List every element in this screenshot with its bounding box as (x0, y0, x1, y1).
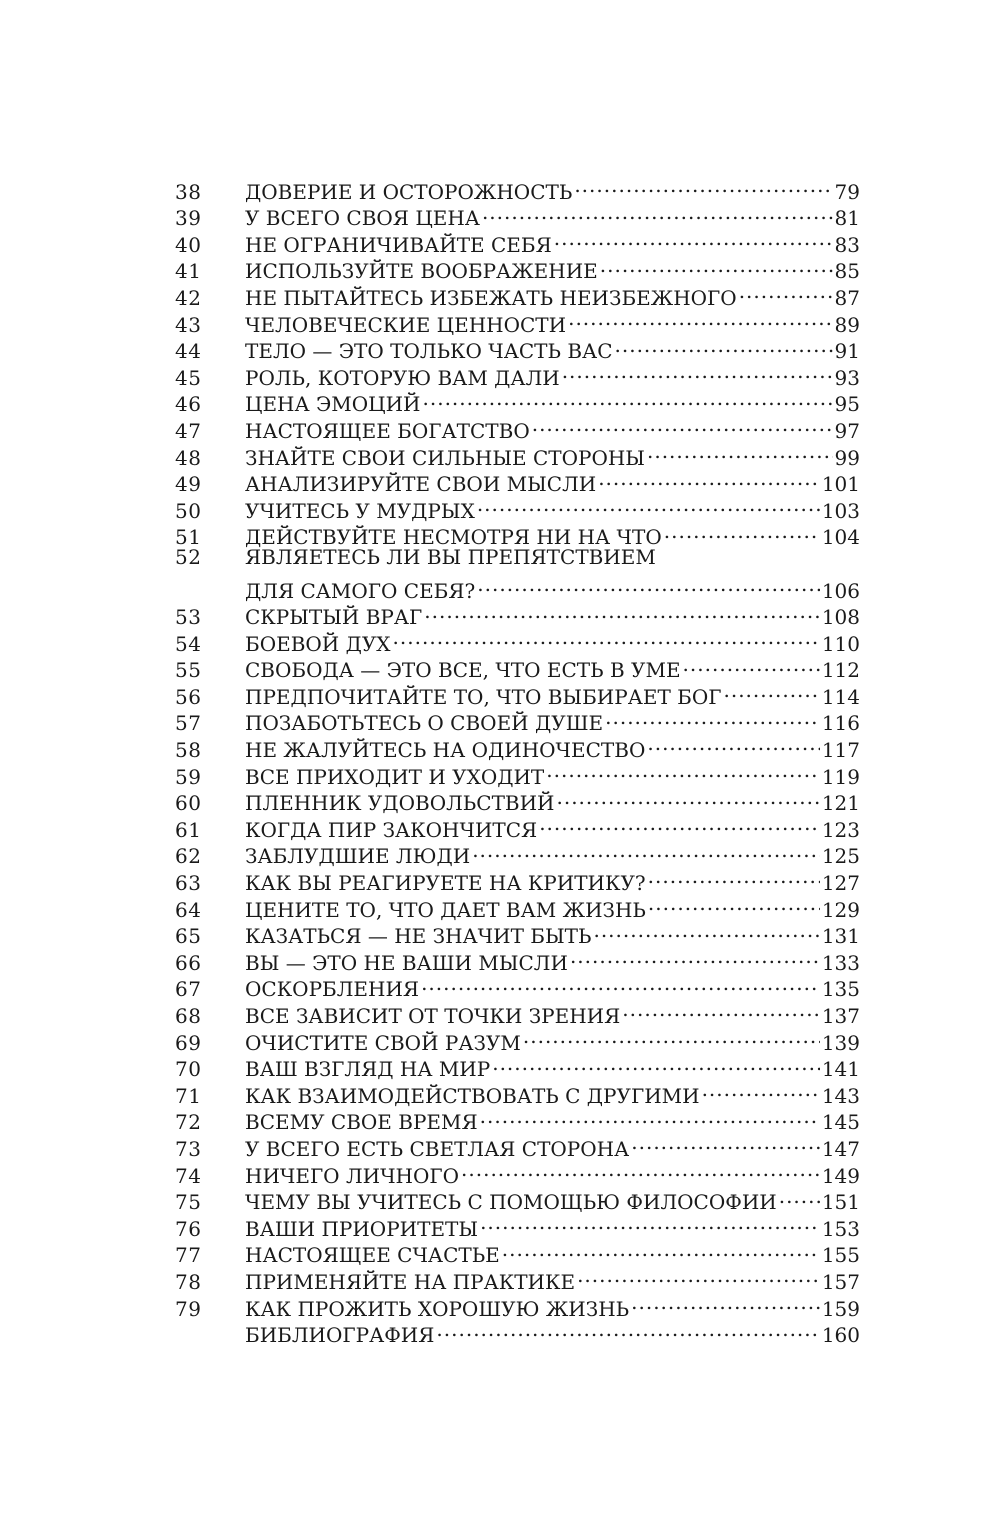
toc-entry-title: ДЕЙСТВУЙТЕ НЕСМОТРЯ НИ НА ЧТО (245, 525, 662, 550)
toc-entry (175, 544, 860, 571)
toc-entry-number: 45 (175, 365, 202, 390)
toc-entry-number: 68 (175, 1004, 202, 1028)
toc-entry-title: НАСТОЯЩЕЕ БОГАТСТВО (245, 418, 530, 443)
toc-entry-continuation (175, 571, 860, 603)
toc-entry-page: 145 (821, 1110, 860, 1135)
toc-entry-page: 131 (821, 924, 860, 949)
toc-entry-number: 59 (175, 764, 202, 789)
dot-leader (556, 784, 819, 811)
toc-entry-title: ВСЕ ЗАВИСИТ ОТ ТОЧКИ ЗРЕНИЯ (245, 1004, 621, 1028)
toc-entry-page: 147 (821, 1136, 860, 1161)
toc-entry-number: 72 (175, 1110, 202, 1135)
toc-entry-number: 69 (175, 1030, 202, 1055)
toc-entry-title-continuation: ДЛЯ САМОГО СЕБЯ? (245, 578, 476, 603)
toc-entry-page: 93 (834, 365, 860, 390)
dot-leader (546, 757, 820, 784)
toc-entry-number: 71 (175, 1083, 202, 1108)
toc-entry-title: ВСЕМУ СВОЕ ВРЕМЯ (245, 1110, 478, 1135)
toc-entry-page: 114 (821, 684, 860, 709)
dot-leader (421, 970, 820, 997)
toc-entry-page: 123 (821, 817, 860, 842)
toc-entry-number: 42 (175, 285, 202, 310)
toc-entry-page: 116 (821, 711, 860, 736)
toc-entry-page: 104 (821, 525, 860, 550)
dot-leader (779, 1183, 820, 1210)
toc-entry-number: 55 (175, 658, 202, 683)
dot-leader (593, 917, 819, 944)
dot-leader (568, 305, 832, 332)
dot-leader (631, 1289, 820, 1316)
toc-entry-number: 61 (175, 817, 202, 842)
toc-entry-page: 110 (821, 631, 860, 656)
dot-leader (577, 1262, 820, 1289)
dot-leader (532, 411, 833, 438)
toc-entry-title: УЧИТЕСЬ У МУДРЫХ (245, 498, 475, 523)
toc-entry-title: ПЛЕННИК УДОВОЛЬСТВИЙ (245, 791, 555, 816)
toc-entry-number: 43 (175, 312, 202, 337)
toc-entry-page: 97 (834, 418, 860, 443)
dot-leader (605, 704, 820, 731)
toc-entry-title: БОЕВОЙ ДУХ (245, 631, 391, 656)
dot-leader (570, 943, 820, 970)
toc-entry-page: 119 (821, 764, 860, 789)
toc-entry-page: 121 (821, 791, 860, 816)
dot-leader (598, 465, 820, 492)
toc-entry-title: НЕ ЖАЛУЙТЕСЬ НА ОДИНОЧЕСТВО (245, 738, 646, 763)
toc-entry-number: 60 (175, 791, 202, 816)
toc-entry-number: 47 (175, 418, 202, 443)
toc-entry-title: ВЫ — ЭТО НЕ ВАШИ МЫСЛИ (245, 950, 568, 975)
toc-entry-page: 153 (821, 1216, 860, 1241)
toc-entry-page: 155 (821, 1243, 860, 1268)
dot-leader (739, 278, 833, 305)
toc-entry-page: 159 (821, 1296, 860, 1321)
toc-entry-number: 44 (175, 339, 202, 364)
toc-entry-number: 63 (175, 871, 202, 896)
toc-entry-title: ВАШ ВЗГЛЯД НА МИР (245, 1057, 491, 1082)
toc-entry-title: НИЧЕГО ЛИЧНОГО (245, 1163, 460, 1188)
dot-leader (615, 332, 833, 359)
toc-entry-title: КАК ВЗАИМОДЕЙСТВОВАТЬ С ДРУГИМИ (245, 1083, 700, 1108)
toc-entry-page: 141 (821, 1057, 860, 1082)
toc-entry-page: 106 (821, 578, 860, 603)
dot-leader (723, 677, 819, 704)
dot-leader (482, 199, 833, 226)
toc-entry-number: 77 (175, 1243, 202, 1268)
toc-entry-page: 151 (821, 1190, 860, 1215)
dot-leader (648, 890, 820, 917)
toc-entry-number: 41 (175, 259, 202, 284)
toc-entry-page: 125 (821, 844, 860, 869)
dot-leader (472, 837, 820, 864)
dot-leader (631, 1129, 820, 1156)
toc-entry-title: ОЧИСТИТЕ СВОЙ РАЗУМ (245, 1030, 521, 1055)
toc-entry-number: 39 (175, 206, 202, 231)
dot-leader (436, 1316, 819, 1343)
dot-leader (648, 863, 820, 890)
dot-leader (600, 252, 833, 279)
toc-entry-number: 46 (175, 392, 202, 417)
toc-entry (175, 172, 860, 204)
toc-entry-number: 70 (175, 1057, 202, 1082)
toc-entry-number: 73 (175, 1136, 202, 1161)
toc-entry-number: 78 (175, 1269, 202, 1294)
toc-entry-title: ВАШИ ПРИОРИТЕТЫ (245, 1216, 479, 1241)
toc-entry-number: 38 (175, 179, 202, 204)
toc-entry-title: СКРЫТЫЙ ВРАГ (245, 605, 423, 630)
toc-entry-number: 48 (175, 445, 202, 470)
toc-entry-page: 91 (834, 339, 860, 364)
dot-leader (554, 225, 833, 252)
dot-leader (502, 1236, 820, 1263)
toc-entry-page: 135 (821, 977, 860, 1002)
toc-entry-page: 81 (834, 206, 860, 231)
toc-entry-number: 79 (175, 1296, 202, 1321)
toc-entry-page: 129 (821, 897, 860, 922)
toc-entry-number: 51 (175, 525, 202, 550)
toc-entry-title: У ВСЕГО ЕСТЬ СВЕТЛАЯ СТОРОНА (245, 1136, 630, 1161)
toc-entry-number: 74 (175, 1163, 202, 1188)
dot-leader (539, 810, 820, 837)
toc-entry-title: БИБЛИОГРАФИЯ (245, 1323, 435, 1348)
toc-entry-title: ПРИМЕНЯЙТЕ НА ПРАКТИКЕ (245, 1269, 576, 1294)
dot-leader (664, 518, 820, 545)
toc-entry-title: ЧЕМУ ВЫ УЧИТЕСЬ С ПОМОЩЬЮ ФИЛОСОФИИ (245, 1190, 777, 1215)
toc-entry-number: 52 (175, 545, 202, 570)
toc-entry-title: НЕ ПЫТАЙТЕСЬ ИЗБЕЖАТЬ НЕИЗБЕЖНОГО (245, 285, 737, 310)
toc-entry-title: КАК ВЫ РЕАГИРУЕТЕ НА КРИТИКУ? (245, 871, 646, 896)
toc-entry-title: ОСКОРБЛЕНИЯ (245, 977, 420, 1002)
toc-entry-page: 112 (821, 658, 860, 683)
toc-entry-page: 127 (821, 871, 860, 896)
toc-entry-page: 85 (834, 259, 860, 284)
dot-leader (480, 1103, 820, 1130)
toc-entry-page: 79 (834, 179, 860, 204)
dot-leader (562, 358, 833, 385)
toc-entry-title: РОЛЬ, КОТОРУЮ ВАМ ДАЛИ (245, 365, 560, 390)
toc-entry-title: КАЗАТЬСЯ — НЕ ЗНАЧИТ БЫТЬ (245, 924, 592, 949)
toc-entry-title: КОГДА ПИР ЗАКОНЧИТСЯ (245, 817, 538, 842)
toc-entry-number: 50 (175, 498, 202, 523)
toc-entry-title: ЦЕНИТЕ ТО, ЧТО ДАЕТ ВАМ ЖИЗНЬ (245, 897, 646, 922)
dot-leader (424, 598, 820, 625)
toc-entry-title: АНАЛИЗИРУЙТЕ СВОИ МЫСЛИ (245, 472, 597, 497)
dot-leader (523, 1023, 820, 1050)
toc-entry-title: КАК ПРОЖИТЬ ХОРОШУЮ ЖИЗНЬ (245, 1296, 630, 1321)
dot-leader (647, 730, 819, 757)
dot-leader (480, 1209, 820, 1236)
toc-entry-title: ПРЕДПОЧИТАЙТЕ ТО, ЧТО ВЫБИРАЕТ БОГ (245, 684, 722, 709)
dot-leader (574, 172, 832, 199)
toc-entry-title: СВОБОДА — ЭТО ВСЕ, ЧТО ЕСТЬ В УМЕ (245, 658, 681, 683)
toc-entry-title: ЯВЛЯЕТЕСЬ ЛИ ВЫ ПРЕПЯТСТВИЕМ (245, 545, 656, 570)
dot-leader (423, 385, 833, 412)
toc-entry-title: У ВСЕГО СВОЯ ЦЕНА (245, 206, 480, 231)
toc-entry-number: 54 (175, 631, 202, 656)
toc-entry-number: 49 (175, 472, 202, 497)
dot-leader (477, 571, 820, 598)
toc-entry-number: 66 (175, 950, 202, 975)
toc-entry-page: 133 (821, 950, 860, 975)
toc-entry-page: 89 (834, 312, 860, 337)
toc-entry-page: 103 (821, 498, 860, 523)
toc-entry-title: НАСТОЯЩЕЕ СЧАСТЬЕ (245, 1243, 500, 1268)
toc-entry-title: ДОВЕРИЕ И ОСТОРОЖНОСТЬ (245, 179, 573, 204)
toc-entry-title: ВСЕ ПРИХОДИТ И УХОДИТ (245, 764, 545, 789)
toc-entry-page: 157 (821, 1269, 860, 1294)
dot-leader (393, 624, 820, 651)
toc-entry-number: 57 (175, 711, 202, 736)
toc-entry-page: 99 (834, 445, 860, 470)
toc-entry-number: 75 (175, 1190, 202, 1215)
toc-entry-title: ИСПОЛЬЗУЙТЕ ВООБРАЖЕНИЕ (245, 259, 598, 284)
toc-entry-page: 95 (834, 392, 860, 417)
toc-entry-title: ТЕЛО — ЭТО ТОЛЬКО ЧАСТЬ ВАС (245, 339, 613, 364)
dot-leader (647, 438, 833, 465)
toc-entry-page: 108 (821, 605, 860, 630)
dot-leader (622, 996, 820, 1023)
dot-leader (683, 651, 820, 678)
toc-entry-title: ЦЕНА ЭМОЦИЙ (245, 392, 421, 417)
toc-entry-title: НЕ ОГРАНИЧИВАЙТЕ СЕБЯ (245, 232, 552, 257)
toc-entry-page: 101 (821, 472, 860, 497)
toc-entry-page: 117 (821, 738, 860, 763)
toc-entry-number: 56 (175, 684, 202, 709)
dot-leader (702, 1076, 820, 1103)
dot-leader (461, 1156, 820, 1183)
toc-entry-title: ЗАБЛУДШИЕ ЛЮДИ (245, 844, 471, 869)
toc-entry-number: 62 (175, 844, 202, 869)
toc-entry-title: ЗНАЙТЕ СВОИ СИЛЬНЫЕ СТОРОНЫ (245, 445, 645, 470)
table-of-contents (175, 172, 860, 1348)
toc-entry-title: ПОЗАБОТЬТЕСЬ О СВОЕЙ ДУШЕ (245, 711, 604, 736)
toc-entry-number: 76 (175, 1216, 202, 1241)
toc-entry-number: 58 (175, 738, 202, 763)
toc-entry-page: 137 (821, 1004, 860, 1028)
toc-entry-title: ЧЕЛОВЕЧЕСКИЕ ЦЕННОСТИ (245, 312, 567, 337)
toc-entry-page: 160 (821, 1323, 860, 1348)
dot-leader (477, 491, 820, 518)
toc-entry-number: 67 (175, 977, 202, 1002)
toc-entry-page: 149 (821, 1163, 860, 1188)
toc-entry-page: 87 (834, 285, 860, 310)
toc-entry-number: 53 (175, 605, 202, 630)
toc-entry-page: 143 (821, 1083, 860, 1108)
toc-entry-page: 83 (834, 232, 860, 257)
toc-entry-number: 65 (175, 924, 202, 949)
toc-entry-number: 64 (175, 897, 202, 922)
toc-entry-number: 40 (175, 232, 202, 257)
dot-leader (492, 1050, 820, 1077)
toc-entry-page: 139 (821, 1030, 860, 1055)
